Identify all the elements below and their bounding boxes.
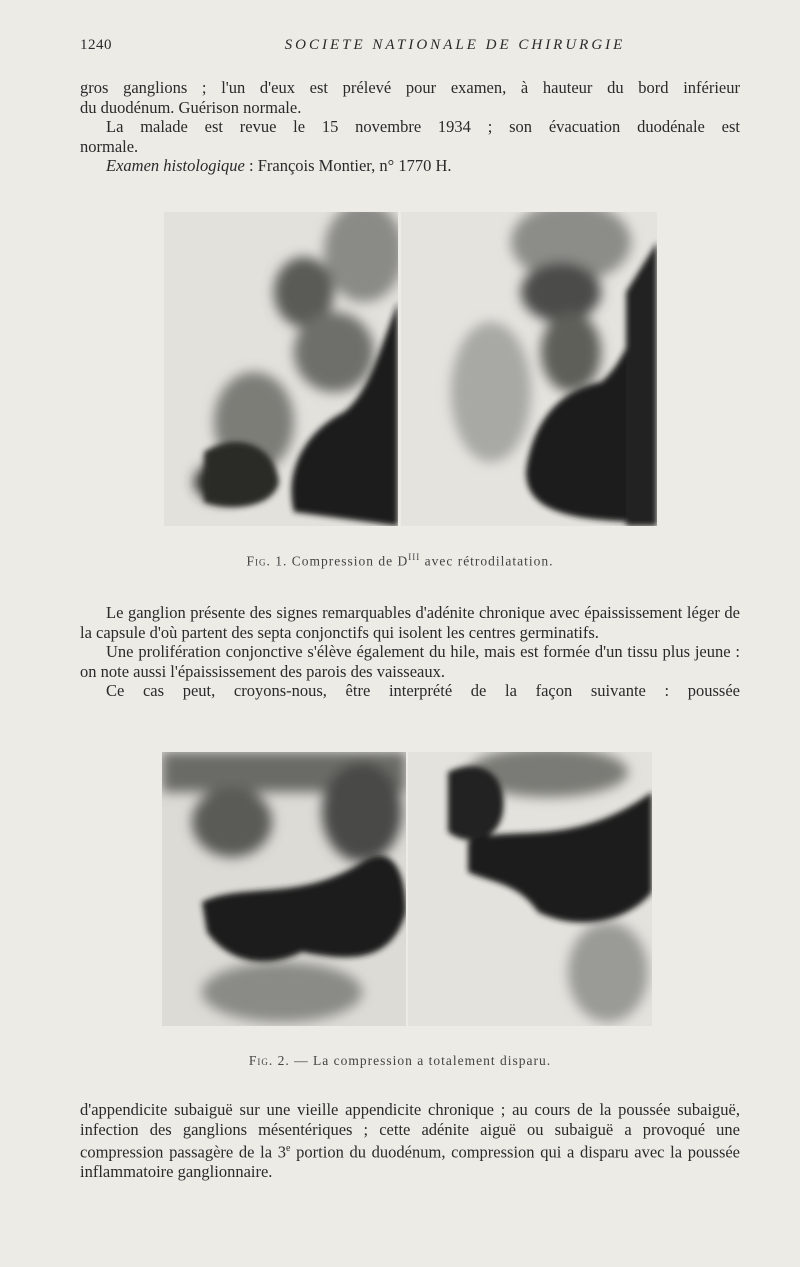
figure1-caption-sup: III <box>408 552 421 562</box>
figure2-label: Fig. 2. <box>248 1053 290 1068</box>
text-paragraph: Une prolifération conjonctive s'élève également du hile, mais est formée d'un tissu plus jeune : on note aussi l'épaississement des parois des vaisseaux. <box>80 642 740 681</box>
histology-label: Examen histologique <box>106 156 245 176</box>
page-number: 1240 <box>80 37 112 53</box>
figure1-radiograph-right <box>401 212 657 526</box>
bottom-text-sup: e <box>286 1143 291 1155</box>
running-title: SOCIETE NATIONALE DE CHIRURGIE <box>284 37 626 53</box>
figure1-caption <box>0 552 800 570</box>
top-text-block <box>80 78 740 176</box>
figure1-caption-end: avec rétrodilatation. <box>420 553 554 569</box>
text-paragraph <box>80 1100 740 1182</box>
histology-text: : François Montier, n° 1770 H. <box>244 156 452 176</box>
figure1-label: Fig. 1. <box>246 553 288 569</box>
text-paragraph: Le ganglion présente des signes remarquables d'adénite chronique avec épaississement léger de la capsule d'où partent des septa conjonctifs qui isolent les centres germinatifs. <box>80 603 740 642</box>
figure1-radiograph-left <box>164 212 398 526</box>
text-line: La malade est revue le 15 novembre 1934 ; son évacuation duodénale est <box>106 117 740 137</box>
page-header <box>80 37 740 59</box>
text-paragraph <box>80 156 740 176</box>
text-paragraph: Ce cas peut, croyons-nous, être interprété de la façon suivante : poussée <box>106 681 740 701</box>
middle-text-block <box>80 603 740 701</box>
figure1-caption-text: Compression de D <box>287 553 409 569</box>
bottom-text-end: portion du duodénum, compression qui a disparu avec la poussée inflammatoire ganglionnaire. <box>80 1142 741 1182</box>
text-line: normale. <box>80 136 139 156</box>
text-line: du duodénum. Guérison normale. <box>80 97 302 117</box>
figure2-caption-text: — La compression a totalement disparu. <box>289 1053 552 1068</box>
text-line: gros ganglions ; l'un d'eux est prélevé pour examen, à hauteur du bord inférieur <box>80 78 740 97</box>
figure2-caption <box>0 1053 800 1069</box>
bottom-text-block <box>80 1100 740 1182</box>
figure2-radiograph-left <box>162 752 406 1026</box>
figure2-radiograph-right <box>408 752 652 1026</box>
bottom-text: d'appendicite subaiguë sur une vieille appendicite chronique ; au cours de la poussée subaiguë, infection des ganglions mésentériques ; cette adénite aiguë ou subaiguë a provoqué une compression passagère de la 3 <box>80 1100 740 1162</box>
